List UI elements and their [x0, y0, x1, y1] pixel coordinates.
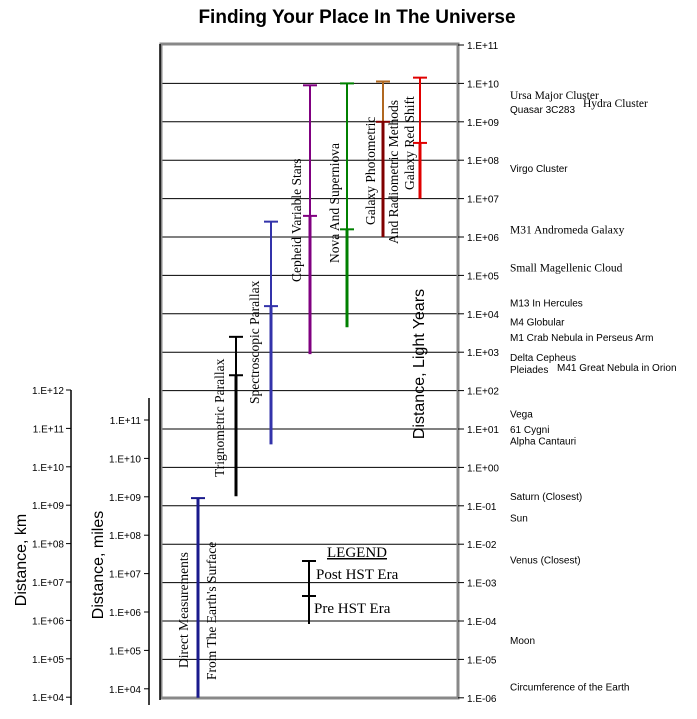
object-label: Sun [510, 513, 528, 525]
method-label: From The Earth's Surface [204, 541, 219, 680]
km-axis [32, 386, 71, 705]
miles-tick-label: 1.E+04 [109, 684, 141, 696]
object-label: Ursa Major Cluster [510, 89, 599, 102]
km-tick-label: 1.E+07 [32, 578, 64, 589]
km-tick-label: 1.E+08 [32, 539, 64, 551]
ly-tick-label: 1.E-02 [467, 540, 497, 552]
object-label: Virgo Cluster [510, 163, 568, 175]
ly-tick-label: 1.E+06 [467, 233, 499, 244]
ly-tick-label: 1.E-06 [467, 693, 497, 705]
ly-tick-label: 1.E+07 [467, 194, 499, 206]
ly-tick-label: 1.E-04 [467, 617, 497, 628]
ly-tick-label: 1.E+05 [467, 271, 499, 283]
legend-title: LEGEND [327, 545, 387, 561]
km-tick-label: 1.E+05 [32, 654, 64, 666]
object-label: Hydra Cluster [583, 98, 648, 110]
ly-tick-label: 1.E-01 [467, 501, 497, 513]
miles-tick-label: 1.E+10 [109, 454, 141, 466]
miles-tick-label: 1.E+09 [109, 492, 141, 504]
ly-tick-label: 1.E+01 [467, 425, 499, 436]
method-label: Galaxy Red Shift [402, 96, 417, 190]
legend [302, 545, 399, 624]
object-label: Alpha Cantauri [510, 436, 577, 448]
object-label: Circumference of the Earth [510, 682, 630, 694]
object-label: Pleiades [510, 365, 549, 376]
y-axis-label-km: Distance, km [13, 513, 30, 607]
method-label: Cepheid Variable Stars [289, 158, 304, 282]
object-label: M31 Andromeda Galaxy [510, 224, 625, 237]
km-tick-label: 1.E+11 [32, 424, 64, 436]
object-label: M13 In Hercules [510, 298, 583, 310]
method-label: Galaxy Photometric [363, 116, 378, 225]
miles-tick-label: 1.E+11 [109, 416, 141, 427]
method-label: Trignometric Parallax [212, 358, 227, 477]
light-year-axis [458, 41, 499, 705]
astronomical-objects [510, 90, 677, 693]
ly-tick-label: 1.E-03 [467, 578, 497, 590]
method-label: And Radiometric Methods [386, 100, 401, 244]
ly-tick-label: 1.E+10 [467, 79, 499, 91]
object-label: Venus (Closest) [510, 555, 581, 567]
km-tick-label: 1.E+12 [32, 386, 64, 397]
ly-tick-label: 1.E+02 [467, 386, 499, 398]
object-label: Vega [510, 409, 533, 421]
method-label: Direct Measurements [176, 552, 191, 668]
method-label: Spectroscopic Parallax [247, 280, 262, 404]
object-label: M4 Globular [510, 317, 565, 329]
km-tick-label: 1.E+09 [32, 501, 64, 513]
ly-tick-label: 1.E+09 [467, 117, 499, 129]
object-label: 61 Cygni [510, 425, 550, 436]
ly-tick-label: 1.E+03 [467, 348, 499, 360]
object-label: Delta Cepheus [510, 353, 577, 364]
object-label: Saturn (Closest) [510, 492, 583, 504]
km-tick-label: 1.E+10 [32, 462, 64, 474]
method-range [264, 222, 278, 445]
km-tick-label: 1.E+04 [32, 693, 64, 705]
object-label: Quasar 3C283 [510, 105, 576, 116]
object-label: M41 Great Nebula in Orion [557, 363, 677, 374]
object-label: Moon [510, 636, 536, 648]
chart-title: Finding Your Place In The Universe [198, 7, 516, 28]
ly-tick-label: 1.E+08 [467, 156, 499, 168]
miles-tick-label: 1.E+06 [109, 608, 141, 619]
y-axis-label-miles: Distance, miles [90, 510, 107, 620]
method-range [229, 337, 243, 496]
miles-axis [109, 398, 149, 705]
ly-tick-label: 1.E-05 [467, 655, 497, 667]
object-label: M1 Crab Nebula in Perseus Arm [510, 332, 654, 344]
km-tick-label: 1.E+06 [32, 616, 64, 628]
method-range [340, 83, 354, 327]
legend-pre-label: Pre HST Era [314, 601, 391, 617]
miles-tick-label: 1.E+07 [109, 569, 141, 581]
miles-tick-label: 1.E+08 [109, 531, 141, 543]
legend-post-label: Post HST Era [316, 567, 399, 583]
method-label: Nova And Superniova [327, 143, 342, 263]
ly-tick-label: 1.E+00 [467, 463, 499, 475]
object-label: Small Magellenic Cloud [510, 262, 623, 275]
method-range [191, 498, 205, 698]
miles-tick-label: 1.E+05 [109, 646, 141, 658]
ly-tick-label: 1.E+11 [467, 41, 499, 52]
ly-tick-label: 1.E+04 [467, 309, 499, 321]
y-axis-label-light-years: Distance, Light Years [411, 288, 428, 440]
